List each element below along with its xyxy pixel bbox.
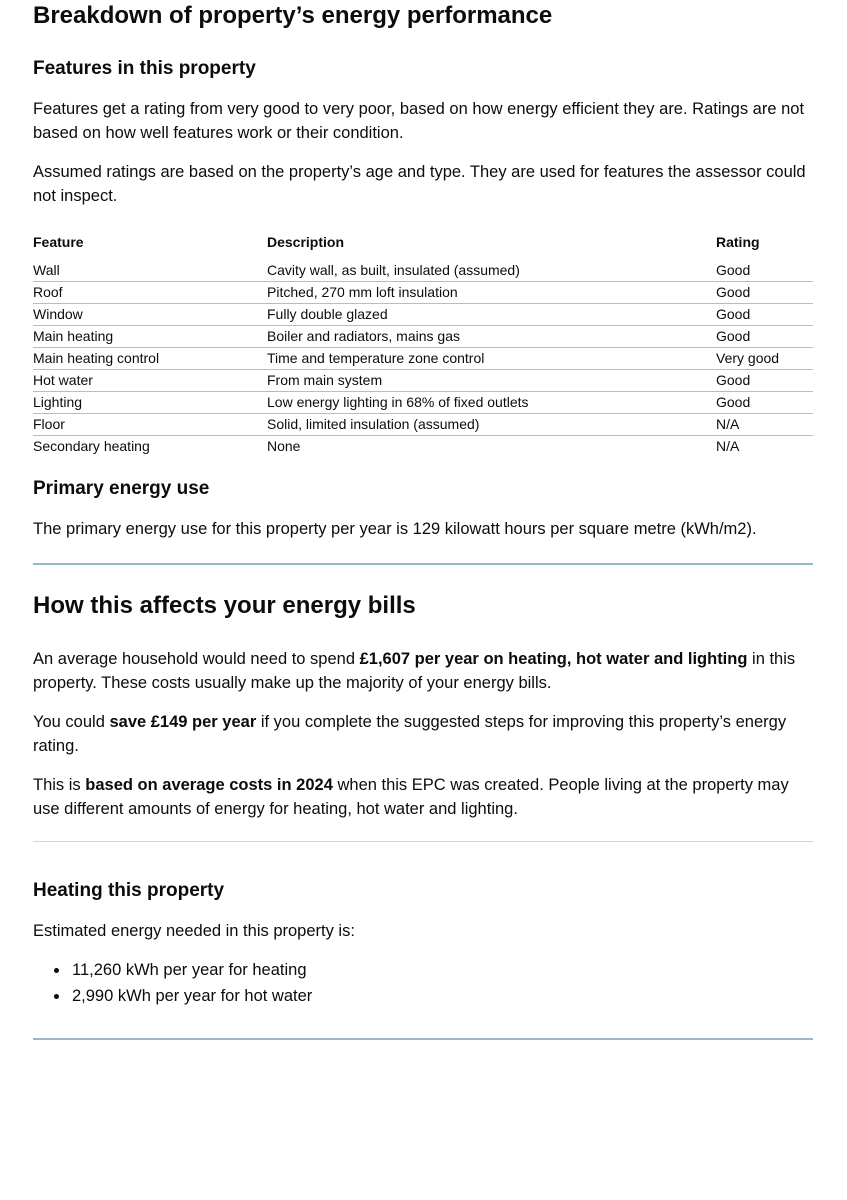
- para-text: An average household would need to spend: [33, 650, 360, 668]
- heating-intro: Estimated energy needed in this property is:: [33, 922, 355, 940]
- feature-cell: Floor: [33, 416, 65, 432]
- description-cell: Pitched, 270 mm loft insulation: [267, 284, 458, 300]
- rating-cell: Good: [716, 284, 751, 300]
- list-item-heating-energy: • 11,260 kWh per year for heating: [70, 958, 813, 982]
- feature-cell: Wall: [33, 262, 60, 278]
- primary-energy-heading: Primary energy use: [33, 478, 210, 499]
- description-cell: Solid, limited insulation (assumed): [267, 416, 480, 432]
- rating-cell: Good: [716, 372, 751, 388]
- features-intro: Features get a rating from very good to very poor, based on how energy efficient they are. Ratings are not based on how well features work or their condition.: [33, 100, 805, 142]
- section-divider: [33, 1038, 813, 1040]
- table-row-main-heating-control: [33, 348, 813, 370]
- annual-cost-bold: £1,607 per year on heating, hot water and lighting: [359, 650, 748, 668]
- section-divider: [33, 841, 813, 842]
- heating-section: [33, 879, 813, 1008]
- energy-bills-para-2: [33, 710, 813, 758]
- column-header-rating: Rating: [716, 234, 760, 250]
- description-cell: None: [267, 438, 301, 454]
- list-item-hot-water-energy: • 2,990 kWh per year for hot water: [70, 984, 813, 1008]
- section-divider: [33, 563, 813, 565]
- savings-bold: save £149 per year: [109, 713, 257, 731]
- feature-cell: Secondary heating: [33, 438, 150, 454]
- page-title: Breakdown of property’s energy performance: [33, 2, 553, 29]
- features-heading: Features in this property: [33, 58, 256, 79]
- energy-bills-para-1: [33, 647, 813, 695]
- para-text: You could: [33, 713, 110, 731]
- feature-cell: Main heating: [33, 328, 114, 344]
- rating-cell: Good: [716, 394, 751, 410]
- rating-cell: Good: [716, 328, 751, 344]
- table-row-lighting: [33, 392, 813, 414]
- primary-energy-section: [33, 477, 813, 541]
- column-header-description: Description: [267, 234, 345, 250]
- heating-heading: Heating this property: [33, 880, 225, 901]
- rating-cell: Good: [716, 262, 751, 278]
- features-assumed-note: Assumed ratings are based on the property’s age and type. They are used for features the assessor could not inspect.: [33, 163, 806, 205]
- description-cell: Low energy lighting in 68% of fixed outlets: [267, 394, 529, 410]
- table-row-roof: [33, 282, 813, 304]
- energy-bills-section: [33, 592, 813, 821]
- energy-bills-para-3: [33, 773, 813, 821]
- para-text: if you complete the suggested steps for improving this property’s energy rating.: [33, 713, 787, 755]
- column-header-feature: Feature: [33, 234, 84, 250]
- rating-cell: Good: [716, 306, 751, 322]
- description-cell: From main system: [267, 372, 383, 388]
- features-table: [33, 232, 813, 457]
- table-row-window: [33, 304, 813, 326]
- features-section: [33, 57, 813, 457]
- description-cell: Fully double glazed: [267, 306, 388, 322]
- heating-bullet-list: [33, 958, 813, 1008]
- rating-cell: N/A: [716, 438, 740, 454]
- feature-cell: Roof: [33, 284, 63, 300]
- para-text: when this EPC was created. People living at the property may use different amounts of energy for heating, hot water and lighting.: [33, 776, 789, 818]
- cost-basis-bold: based on average costs in 2024: [85, 776, 333, 794]
- feature-cell: Window: [33, 306, 83, 322]
- features-table-header: [33, 232, 813, 260]
- feature-cell: Main heating control: [33, 350, 160, 366]
- table-row-main-heating: [33, 326, 813, 348]
- rating-cell: Very good: [716, 350, 780, 366]
- table-row-hot-water: [33, 370, 813, 392]
- feature-cell: Hot water: [33, 372, 93, 388]
- para-text: This is: [33, 776, 86, 794]
- description-cell: Boiler and radiators, mains gas: [267, 328, 460, 344]
- feature-cell: Lighting: [33, 394, 83, 410]
- table-row-floor: [33, 414, 813, 436]
- table-row-secondary-heating: [33, 436, 813, 458]
- table-row-wall: [33, 260, 813, 282]
- description-cell: Cavity wall, as built, insulated (assumed): [267, 262, 520, 278]
- para-text: in this property. These costs usually make up the majority of your energy bills.: [33, 650, 796, 692]
- primary-energy-text: The primary energy use for this property per year is 129 kilowatt hours per square metre (kWh/m2).: [33, 520, 757, 538]
- description-cell: Time and temperature zone control: [267, 350, 485, 366]
- rating-cell: N/A: [716, 416, 740, 432]
- energy-bills-heading: How this affects your energy bills: [33, 592, 416, 619]
